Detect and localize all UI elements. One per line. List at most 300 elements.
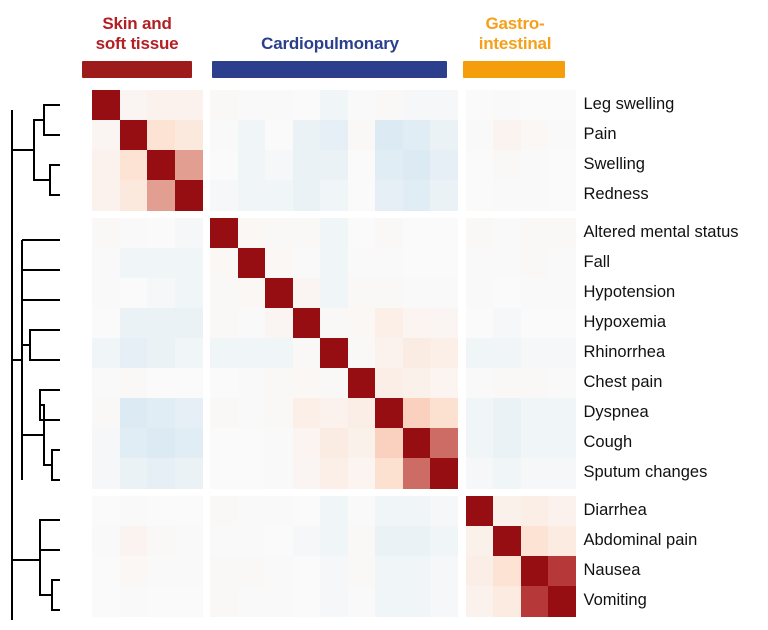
heatmap-cell xyxy=(521,526,549,557)
heatmap-cell xyxy=(265,120,293,151)
heatmap-cell xyxy=(403,428,431,459)
group-bar-cardio xyxy=(212,61,447,78)
heatmap-cell xyxy=(430,586,458,617)
group-title-cardio: Cardiopulmonary xyxy=(261,34,399,53)
heatmap-cell xyxy=(238,586,266,617)
heatmap-cell xyxy=(210,458,238,489)
heatmap-cell xyxy=(548,556,576,587)
heatmap-cell xyxy=(92,338,120,369)
heatmap-cell xyxy=(238,458,266,489)
heatmap-cell xyxy=(92,458,120,489)
heatmap-cell xyxy=(348,120,376,151)
row-label: Abdominal pain xyxy=(583,531,698,549)
heatmap-cell xyxy=(403,248,431,279)
heatmap-cell xyxy=(430,120,458,151)
heatmap-cell xyxy=(320,458,348,489)
heatmap-cell xyxy=(521,120,549,151)
heatmap-cell xyxy=(238,556,266,587)
heatmap-cell xyxy=(548,218,576,249)
heatmap-cell xyxy=(548,586,576,617)
heatmap-cell xyxy=(265,586,293,617)
heatmap-cell xyxy=(147,398,175,429)
heatmap-cell xyxy=(403,338,431,369)
heatmap-cell xyxy=(92,428,120,459)
heatmap-cell xyxy=(120,586,148,617)
heatmap-cell xyxy=(548,180,576,211)
heatmap-cell xyxy=(493,218,521,249)
heatmap-cell xyxy=(92,368,120,399)
heatmap-cell xyxy=(120,150,148,181)
heatmap-cell xyxy=(521,556,549,587)
heatmap-cell xyxy=(403,556,431,587)
heatmap-cell xyxy=(493,368,521,399)
heatmap-cell xyxy=(430,398,458,429)
heatmap-cell xyxy=(348,150,376,181)
heatmap-cell xyxy=(348,218,376,249)
heatmap-cell xyxy=(466,180,494,211)
heatmap-cell xyxy=(293,90,321,121)
heatmap-cell xyxy=(466,120,494,151)
heatmap-cell xyxy=(375,278,403,309)
heatmap-cell xyxy=(175,458,203,489)
heatmap-cell xyxy=(175,248,203,279)
heatmap-cell xyxy=(320,526,348,557)
heatmap-cell xyxy=(120,308,148,339)
row-label: Chest pain xyxy=(583,373,663,391)
heatmap-cell xyxy=(430,180,458,211)
heatmap-cell xyxy=(348,398,376,429)
heatmap-cell xyxy=(210,308,238,339)
heatmap-cell xyxy=(120,120,148,151)
heatmap-cell xyxy=(348,248,376,279)
heatmap-cell xyxy=(210,90,238,121)
heatmap-cell xyxy=(147,90,175,121)
dendrogram xyxy=(0,0,92,630)
heatmap-cell xyxy=(120,90,148,121)
heatmap-cell xyxy=(92,150,120,181)
heatmap-cell xyxy=(548,526,576,557)
heatmap-cell xyxy=(210,586,238,617)
heatmap-cell xyxy=(493,428,521,459)
heatmap-cell xyxy=(175,278,203,309)
heatmap-cell xyxy=(120,526,148,557)
heatmap-cell xyxy=(403,398,431,429)
row-label: Vomiting xyxy=(583,591,647,609)
heatmap-cell xyxy=(403,120,431,151)
heatmap-cell xyxy=(238,90,266,121)
heatmap-cell xyxy=(320,368,348,399)
heatmap-cell xyxy=(348,458,376,489)
heatmap-cell xyxy=(265,90,293,121)
heatmap-cell xyxy=(147,586,175,617)
group-bar-gi xyxy=(463,61,565,78)
heatmap-cell xyxy=(348,428,376,459)
heatmap-cell xyxy=(238,120,266,151)
heatmap-cell xyxy=(320,308,348,339)
heatmap-cell xyxy=(293,428,321,459)
heatmap-cell xyxy=(175,180,203,211)
heatmap-cell xyxy=(175,150,203,181)
row-label: Fall xyxy=(583,253,611,271)
heatmap-cell xyxy=(92,278,120,309)
heatmap-cell xyxy=(92,218,120,249)
row-label: Rhinorrhea xyxy=(583,343,666,361)
heatmap-cell xyxy=(320,218,348,249)
heatmap-cell xyxy=(521,278,549,309)
heatmap-cell xyxy=(493,586,521,617)
heatmap-cell xyxy=(210,248,238,279)
heatmap-cell xyxy=(175,338,203,369)
heatmap-cell xyxy=(120,428,148,459)
heatmap-cell xyxy=(293,218,321,249)
heatmap-cell xyxy=(430,526,458,557)
heatmap-cell xyxy=(548,278,576,309)
heatmap-cell xyxy=(238,150,266,181)
heatmap-cell xyxy=(92,556,120,587)
heatmap-cell xyxy=(210,368,238,399)
heatmap-cell xyxy=(466,338,494,369)
heatmap-cell xyxy=(92,308,120,339)
heatmap-cell xyxy=(375,556,403,587)
heatmap-cell xyxy=(120,496,148,527)
heatmap-cell xyxy=(293,586,321,617)
heatmap-cell xyxy=(210,218,238,249)
heatmap-cell xyxy=(147,248,175,279)
heatmap-cell xyxy=(293,398,321,429)
heatmap-cell xyxy=(548,496,576,527)
heatmap-cell xyxy=(466,218,494,249)
heatmap-cell xyxy=(147,120,175,151)
heatmap-cell xyxy=(265,248,293,279)
heatmap-cell xyxy=(147,308,175,339)
heatmap-cell xyxy=(521,150,549,181)
heatmap-cell xyxy=(493,556,521,587)
heatmap-cell xyxy=(265,556,293,587)
heatmap-cell xyxy=(348,368,376,399)
heatmap-cell xyxy=(375,586,403,617)
heatmap-cell xyxy=(548,308,576,339)
heatmap-cell xyxy=(493,496,521,527)
heatmap-cell xyxy=(92,180,120,211)
heatmap-cell xyxy=(375,150,403,181)
heatmap-cell xyxy=(210,338,238,369)
heatmap-cell xyxy=(147,368,175,399)
heatmap-cell xyxy=(293,120,321,151)
heatmap-cell xyxy=(320,120,348,151)
heatmap-cell xyxy=(175,218,203,249)
heatmap-cell xyxy=(210,150,238,181)
heatmap-cell xyxy=(320,248,348,279)
heatmap-cell xyxy=(521,338,549,369)
heatmap-cell xyxy=(466,308,494,339)
heatmap-cell xyxy=(92,586,120,617)
heatmap-cell xyxy=(293,180,321,211)
heatmap-cell xyxy=(175,120,203,151)
heatmap-cell xyxy=(210,120,238,151)
row-label: Pain xyxy=(583,125,617,143)
heatmap-cell xyxy=(348,308,376,339)
heatmap-cell xyxy=(238,218,266,249)
row-label: Leg swelling xyxy=(583,95,675,113)
heatmap-cell xyxy=(92,120,120,151)
heatmap-cell xyxy=(210,526,238,557)
heatmap-cell xyxy=(375,180,403,211)
heatmap-cell xyxy=(238,496,266,527)
heatmap-cell xyxy=(466,458,494,489)
heatmap-cell xyxy=(265,150,293,181)
heatmap-cell xyxy=(430,428,458,459)
heatmap-cell xyxy=(265,218,293,249)
heatmap-cell xyxy=(147,180,175,211)
heatmap-cell xyxy=(175,526,203,557)
heatmap-cell xyxy=(92,496,120,527)
heatmap-cell xyxy=(466,90,494,121)
heatmap-cell xyxy=(293,248,321,279)
heatmap-cell xyxy=(175,496,203,527)
heatmap-cell xyxy=(120,180,148,211)
heatmap-cell xyxy=(403,586,431,617)
heatmap-cell xyxy=(375,308,403,339)
heatmap-cell xyxy=(210,556,238,587)
heatmap-cell xyxy=(521,180,549,211)
heatmap-cell xyxy=(147,458,175,489)
heatmap-cell xyxy=(265,338,293,369)
heatmap-cell xyxy=(293,496,321,527)
heatmap-cell xyxy=(466,368,494,399)
heatmap-cell xyxy=(430,90,458,121)
heatmap-cell xyxy=(466,428,494,459)
heatmap-cell xyxy=(92,526,120,557)
heatmap-cell xyxy=(320,556,348,587)
heatmap-cell xyxy=(548,90,576,121)
row-label: Hypoxemia xyxy=(583,313,667,331)
heatmap-cell xyxy=(521,90,549,121)
heatmap-cell xyxy=(175,428,203,459)
heatmap-cell xyxy=(210,496,238,527)
row-label: Redness xyxy=(583,185,649,203)
heatmap-cell xyxy=(548,368,576,399)
heatmap-cell xyxy=(466,248,494,279)
heatmap-cell xyxy=(375,218,403,249)
heatmap-cell xyxy=(521,398,549,429)
heatmap-cell xyxy=(175,586,203,617)
row-label: Altered mental status xyxy=(583,223,739,241)
heatmap-cell xyxy=(120,218,148,249)
heatmap-cell xyxy=(265,368,293,399)
heatmap-cell xyxy=(430,338,458,369)
heatmap-cell xyxy=(521,496,549,527)
heatmap-cell xyxy=(375,526,403,557)
heatmap-cell xyxy=(375,338,403,369)
heatmap-cell xyxy=(120,368,148,399)
heatmap-cell xyxy=(348,338,376,369)
heatmap-cell xyxy=(320,398,348,429)
heatmap-cell xyxy=(403,278,431,309)
heatmap-cell xyxy=(430,368,458,399)
heatmap-cell xyxy=(147,338,175,369)
heatmap-cell xyxy=(521,428,549,459)
heatmap-cell xyxy=(320,428,348,459)
heatmap-cell xyxy=(348,180,376,211)
heatmap-cell xyxy=(493,526,521,557)
heatmap-cell xyxy=(430,278,458,309)
heatmap-cell xyxy=(92,90,120,121)
heatmap-cell xyxy=(403,368,431,399)
heatmap-cell xyxy=(147,150,175,181)
row-label: Sputum changes xyxy=(583,463,708,481)
heatmap-cell xyxy=(348,278,376,309)
heatmap-cell xyxy=(147,218,175,249)
heatmap-cell xyxy=(430,496,458,527)
heatmap-cell xyxy=(320,586,348,617)
heatmap-cell xyxy=(375,428,403,459)
heatmap-cell xyxy=(238,526,266,557)
heatmap-cell xyxy=(238,368,266,399)
heatmap-cell xyxy=(521,368,549,399)
heatmap-cell xyxy=(521,308,549,339)
heatmap-cell xyxy=(348,496,376,527)
heatmap-cell xyxy=(430,218,458,249)
heatmap-cell xyxy=(147,556,175,587)
heatmap-cell xyxy=(238,308,266,339)
heatmap-cell xyxy=(320,180,348,211)
heatmap-cell xyxy=(521,586,549,617)
heatmap-cell xyxy=(375,248,403,279)
heatmap-cell xyxy=(293,150,321,181)
heatmap-cell xyxy=(348,586,376,617)
heatmap-cell xyxy=(430,248,458,279)
heatmap-cell xyxy=(466,278,494,309)
heatmap-cell xyxy=(175,556,203,587)
heatmap-cell xyxy=(92,248,120,279)
heatmap-cell xyxy=(265,180,293,211)
heatmap-cell xyxy=(493,338,521,369)
heatmap-cell xyxy=(320,90,348,121)
heatmap-cell xyxy=(548,428,576,459)
heatmap-cell xyxy=(147,428,175,459)
heatmap-cell xyxy=(521,248,549,279)
heatmap-cell xyxy=(210,180,238,211)
heatmap-cell xyxy=(403,218,431,249)
heatmap-cell xyxy=(375,398,403,429)
heatmap-cell xyxy=(293,308,321,339)
heatmap-cell xyxy=(548,150,576,181)
heatmap-cell xyxy=(375,458,403,489)
heatmap-cell xyxy=(403,526,431,557)
heatmap-cell xyxy=(493,278,521,309)
heatmap-cell xyxy=(238,248,266,279)
heatmap-cell xyxy=(175,308,203,339)
heatmap-cell xyxy=(175,398,203,429)
heatmap-cell xyxy=(493,308,521,339)
heatmap-cell xyxy=(430,150,458,181)
heatmap-cell xyxy=(548,398,576,429)
heatmap-cell xyxy=(348,90,376,121)
heatmap-cell xyxy=(493,90,521,121)
heatmap-cell xyxy=(466,586,494,617)
heatmap-cell xyxy=(265,458,293,489)
heatmap-cell xyxy=(293,556,321,587)
heatmap-cell xyxy=(210,398,238,429)
group-title-gi: Gastro- intestinal xyxy=(478,14,552,53)
heatmap-cell xyxy=(120,398,148,429)
heatmap-cell xyxy=(403,308,431,339)
heatmap-cell xyxy=(548,248,576,279)
heatmap-cell xyxy=(238,180,266,211)
heatmap-cell xyxy=(466,526,494,557)
heatmap-cell xyxy=(238,338,266,369)
heatmap-cell xyxy=(320,150,348,181)
heatmap-cell xyxy=(265,278,293,309)
heatmap-cell xyxy=(120,278,148,309)
correlation-heatmap xyxy=(92,90,576,616)
heatmap-cell xyxy=(175,90,203,121)
heatmap-cell xyxy=(548,338,576,369)
heatmap-cell xyxy=(120,248,148,279)
heatmap-cell xyxy=(375,120,403,151)
heatmap-cell xyxy=(293,278,321,309)
heatmap-cell xyxy=(320,338,348,369)
heatmap-cell xyxy=(493,398,521,429)
heatmap-cell xyxy=(265,308,293,339)
heatmap-cell xyxy=(293,526,321,557)
heatmap-cell xyxy=(320,496,348,527)
heatmap-cell xyxy=(265,526,293,557)
row-label: Diarrhea xyxy=(583,501,647,519)
heatmap-cell xyxy=(521,218,549,249)
heatmap-cell xyxy=(238,398,266,429)
heatmap-cell xyxy=(210,278,238,309)
heatmap-cell xyxy=(521,458,549,489)
heatmap-cell xyxy=(466,150,494,181)
heatmap-cell xyxy=(265,428,293,459)
heatmap-cell xyxy=(375,90,403,121)
group-bar-skin xyxy=(82,61,192,78)
row-label: Nausea xyxy=(583,561,641,579)
heatmap-cell xyxy=(430,556,458,587)
heatmap-cell xyxy=(147,496,175,527)
heatmap-cell xyxy=(403,496,431,527)
heatmap-cell xyxy=(265,496,293,527)
heatmap-cell xyxy=(466,398,494,429)
heatmap-cell xyxy=(120,556,148,587)
heatmap-cell xyxy=(120,458,148,489)
heatmap-cell xyxy=(147,526,175,557)
heatmap-cell xyxy=(175,368,203,399)
heatmap-cell xyxy=(403,150,431,181)
heatmap-cell xyxy=(493,150,521,181)
heatmap-cell xyxy=(403,458,431,489)
heatmap-cell xyxy=(493,458,521,489)
heatmap-cell xyxy=(493,248,521,279)
heatmap-cell xyxy=(238,428,266,459)
heatmap-cell xyxy=(147,278,175,309)
heatmap-cell xyxy=(466,556,494,587)
heatmap-cell xyxy=(548,120,576,151)
heatmap-cell xyxy=(375,496,403,527)
row-label: Dyspnea xyxy=(583,403,649,421)
heatmap-cell xyxy=(466,496,494,527)
heatmap-cell xyxy=(348,556,376,587)
heatmap-cell xyxy=(92,398,120,429)
heatmap-cell xyxy=(430,308,458,339)
group-title-skin: Skin and soft tissue xyxy=(95,14,179,53)
heatmap-cell xyxy=(265,398,293,429)
heatmap-cell xyxy=(548,458,576,489)
heatmap-cell xyxy=(120,338,148,369)
heatmap-cell xyxy=(320,278,348,309)
heatmap-cell xyxy=(238,278,266,309)
